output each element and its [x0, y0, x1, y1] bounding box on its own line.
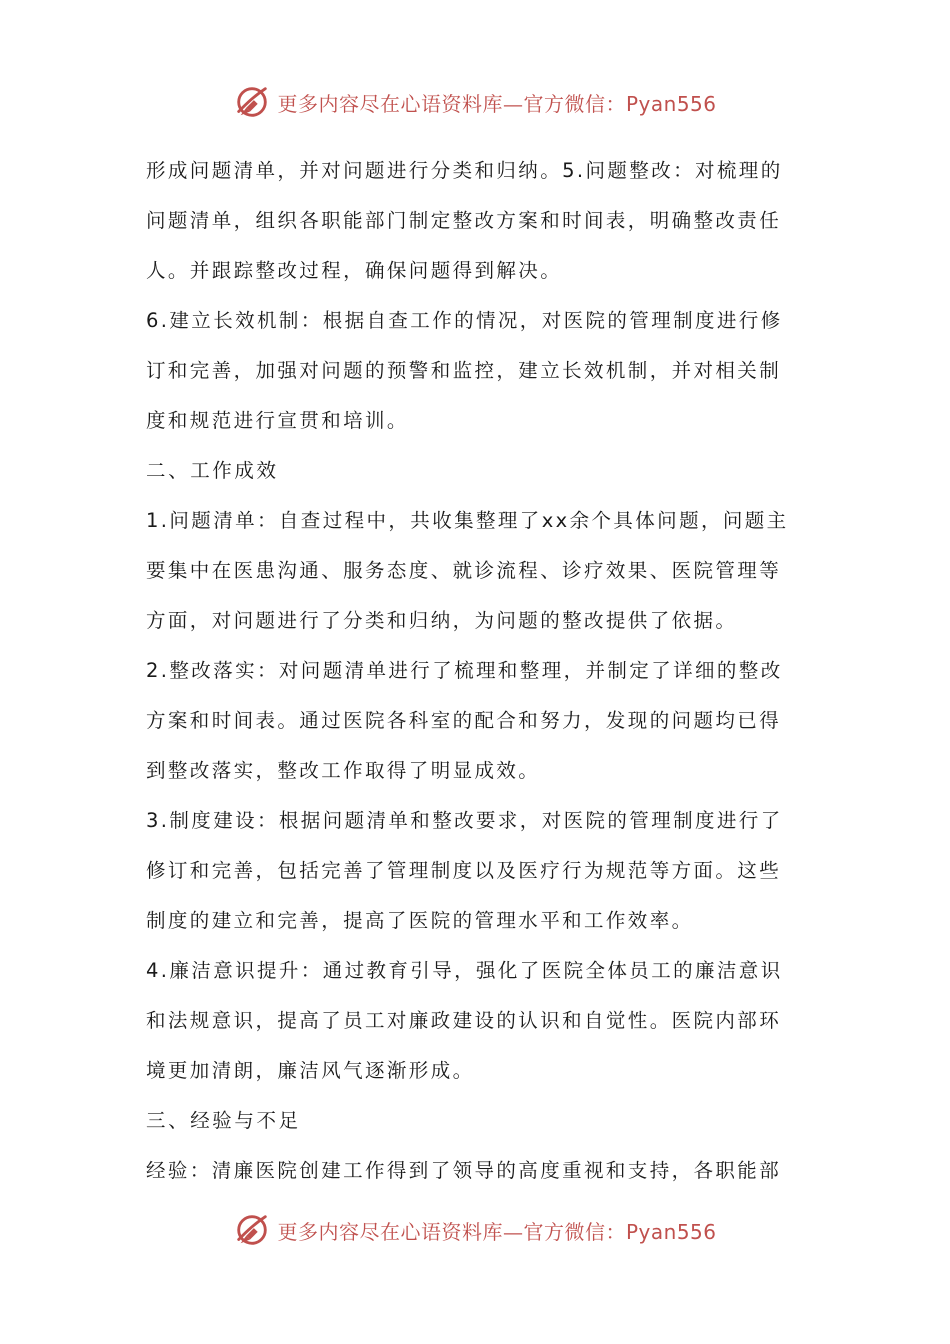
text-line: 人。并跟踪整改过程，确保问题得到解决。 — [146, 259, 563, 282]
text-line: 订和完善，加强对问题的预警和监控，建立长效机制，并对相关制 — [146, 359, 782, 382]
text-line: 要集中在医患沟通、服务态度、就诊流程、诊疗效果、医院管理等 — [146, 559, 782, 582]
section-heading-results: 二、工作成效 — [146, 459, 279, 482]
text-line: 3.制度建设：根据问题清单和整改要求，对医院的管理制度进行了 — [146, 809, 783, 832]
text-line: 修订和完善，包括完善了管理制度以及医疗行为规范等方面。这些 — [146, 859, 782, 882]
text-line: 形成问题清单，并对问题进行分类和归纳。5.问题整改：对梳理的 — [146, 159, 783, 182]
banner-label: 更多内容尽在心语资料库—官方微信： — [277, 91, 626, 116]
pen-nib-logo-icon — [233, 1211, 271, 1249]
header-banner — [0, 80, 950, 124]
text-line: 方面，对问题进行了分类和归纳，为问题的整改提供了依据。 — [146, 609, 738, 632]
header-banner-content — [233, 83, 716, 121]
banner-wechat-id: Pyan556 — [625, 1219, 717, 1244]
banner-wechat-id: Pyan556 — [625, 91, 717, 116]
text-line: 1.问题清单：自查过程中，共收集整理了xx余个具体问题，问题主 — [146, 509, 789, 532]
pen-nib-logo-icon — [233, 83, 271, 121]
text-line: 2.整改落实：对问题清单进行了梳理和整理，并制定了详细的整改 — [146, 659, 783, 682]
text-line: 6.建立长效机制：根据自查工作的情况，对医院的管理制度进行修 — [146, 309, 783, 332]
footer-banner — [0, 1208, 950, 1252]
section-heading-experience: 三、经验与不足 — [146, 1109, 301, 1132]
banner-label: 更多内容尽在心语资料库—官方微信： — [277, 1219, 626, 1244]
text-line: 到整改落实，整改工作取得了明显成效。 — [146, 759, 541, 782]
text-line: 和法规意识，提高了员工对廉政建设的认识和自觉性。医院内部环 — [146, 1009, 782, 1032]
text-line: 度和规范进行宣贯和培训。 — [146, 409, 409, 432]
footer-banner-content — [233, 1211, 716, 1249]
text-line: 问题清单，组织各职能部门制定整改方案和时间表，明确整改责任 — [146, 209, 782, 232]
text-line: 制度的建立和完善，提高了医院的管理水平和工作效率。 — [146, 909, 694, 932]
document-body — [146, 146, 806, 1196]
banner-text — [277, 1216, 716, 1245]
text-line: 经验：清廉医院创建工作得到了领导的高度重视和支持，各职能部 — [146, 1159, 782, 1182]
text-line: 方案和时间表。通过医院各科室的配合和努力，发现的问题均已得 — [146, 709, 782, 732]
text-line: 境更加清朗，廉洁风气逐渐形成。 — [146, 1059, 475, 1082]
banner-text — [277, 88, 716, 117]
text-line: 4.廉洁意识提升：通过教育引导，强化了医院全体员工的廉洁意识 — [146, 959, 783, 982]
